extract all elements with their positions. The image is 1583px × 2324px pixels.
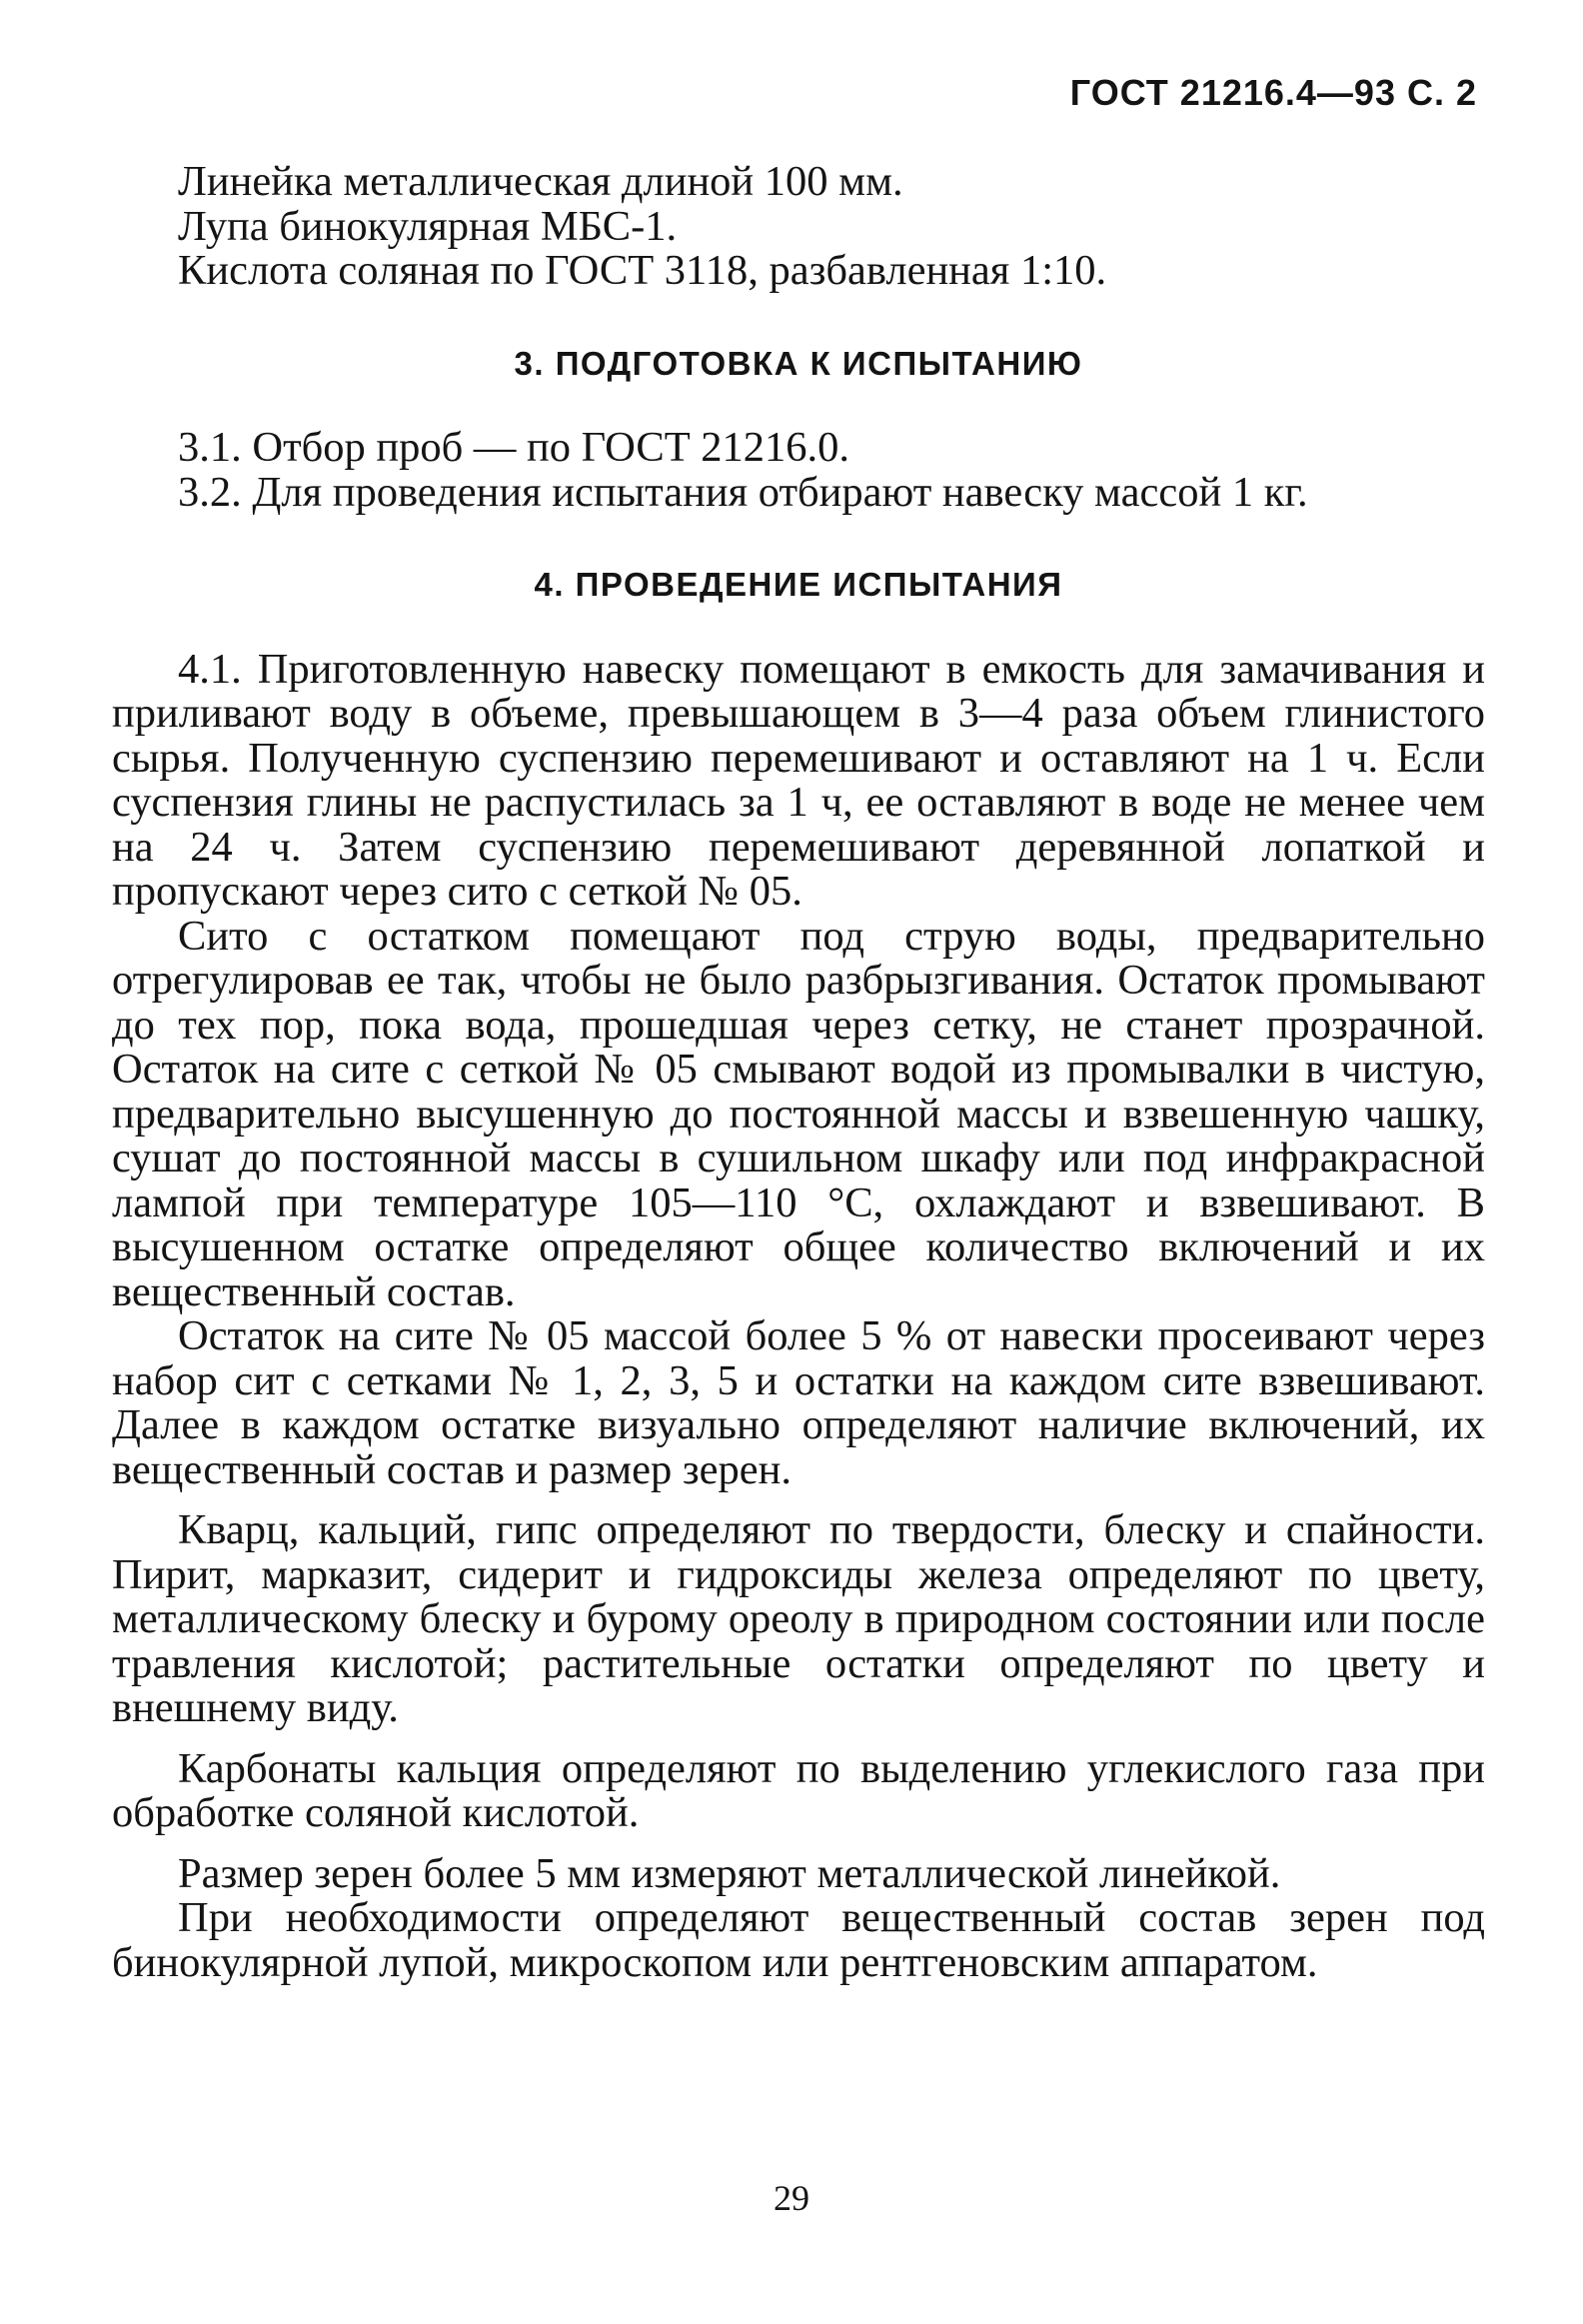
standard-header: ГОСТ 21216.4—93 С. 2 bbox=[1069, 72, 1477, 113]
section-4-paragraph-7: При необходимости определяют вещественный состав зерен под бинокулярной лупой, микроскопом или рентгеновским аппаратом. bbox=[112, 1894, 1485, 1986]
document-body bbox=[112, 160, 1485, 1985]
section-4-paragraph-2: Сито с остатком помещают под струю воды, предварительно отрегулировав ее так, чтобы не было разбрызгивания. Остаток промывают до тех пор, пока вода, прошедшая через сетку, не станет прозрачной. Остаток на сите с сеткой № 05 смывают водой из промывалки в чистую, предварительно высушенную до постоянной массы и взвешенную чашку, сушат до постоянной массы в сушильном шкафу или под инфракрасной лампой при температуре 105—110 °С, охлаждают и взвешивают. В высушенном остатке определяют общее количество включений и их вещественный состав. bbox=[112, 912, 1485, 1315]
section-4-title: 4. ПРОВЕДЕНИЕ ИСПЫТАНИЯ bbox=[534, 566, 1063, 603]
equipment-ruler: Линейка металлическая длиной 100 мм. bbox=[178, 158, 903, 205]
section-3-title: 3. ПОДГОТОВКА К ИСПЫТАНИЮ bbox=[514, 344, 1083, 382]
page-number: 29 bbox=[774, 2178, 809, 2218]
equipment-magnifier: Лупа бинокулярная МБС-1. bbox=[178, 202, 678, 250]
section-4-paragraph-5: Карбонаты кальция определяют по выделению углекислого газа при обработке соляной кислотой. bbox=[112, 1744, 1485, 1836]
section-3-item-1: 3.1. Отбор проб — по ГОСТ 21216.0. bbox=[178, 424, 850, 471]
section-4-paragraph-3: Остаток на сите № 05 массой более 5 % от навески просеивают через набор сит с сетками № 1, 2, 3, 5 и остатки на каждом сите взвешивают. Далее в каждом остатке визуально определяют наличие включений, их вещественный состав и размер зерен. bbox=[112, 1312, 1485, 1493]
section-4-paragraph-4: Кварц, кальций, гипс определяют по твердости, блеску и спайности. Пирит, марказит, сидерит и гидроксиды железа определяют по цвету, металлическому блеску и бурому ореолу в природном состоянии или после травления кислотой; растительные остатки определяют по цвету и внешнему виду. bbox=[112, 1506, 1485, 1731]
equipment-acid: Кислота соляная по ГОСТ 3118, разбавленная 1:10. bbox=[178, 247, 1107, 294]
section-3-item-2: 3.2. Для проведения испытания отбирают навеску массой 1 кг. bbox=[178, 468, 1308, 516]
section-4-paragraph-6: Размер зерен более 5 мм измеряют металлической линейкой. bbox=[178, 1849, 1281, 1897]
section-4-paragraph-1: 4.1. Приготовленную навеску помещают в емкость для замачивания и приливают воду в объеме, превышающем в 3—4 раза объем глинистого сырья. Полученную суспензию перемешивают и оставляют на 1 ч. Если суспензия глины не распустилась за 1 ч, ее оставляют в воде не менее чем на 24 ч. Затем суспензию перемешивают деревянной лопаткой и пропускают через сито с сеткой № 05. bbox=[112, 645, 1485, 915]
